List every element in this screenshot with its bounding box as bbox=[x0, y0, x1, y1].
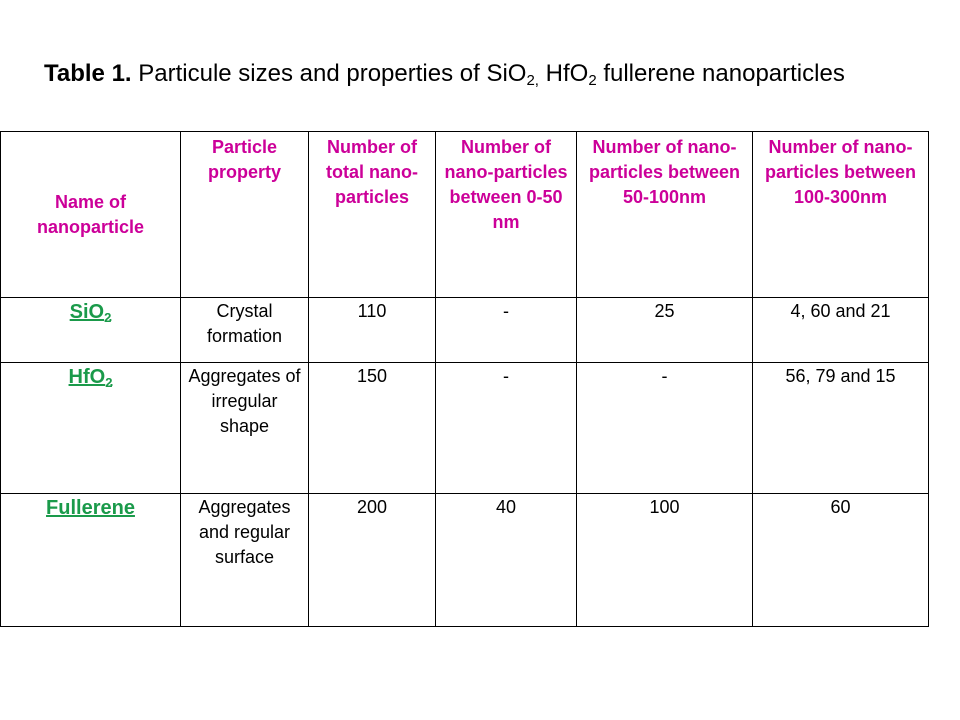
table-row bbox=[1, 363, 929, 494]
table-title-text-a: Particule sizes and properties of SiO bbox=[131, 60, 527, 87]
cell-100-300: 56, 79 and 15 bbox=[753, 363, 929, 494]
cell-0-50: 40 bbox=[436, 494, 577, 627]
nanoparticle-link-fullerene[interactable] bbox=[46, 497, 135, 519]
name-text: Fullerene bbox=[46, 497, 135, 519]
cell-name bbox=[1, 494, 181, 627]
table-title-sub-a: 2, bbox=[526, 72, 539, 89]
nanoparticle-table bbox=[0, 131, 929, 627]
header-50-100: Number of nano-particles between 50-100nm bbox=[577, 132, 753, 298]
cell-50-100: - bbox=[577, 363, 753, 494]
name-text: HfO bbox=[68, 366, 106, 388]
name-subscript: 2 bbox=[104, 310, 112, 325]
table-row bbox=[1, 494, 929, 627]
cell-100-300: 60 bbox=[753, 494, 929, 627]
header-name: Name of nanoparticle bbox=[1, 132, 181, 298]
cell-name bbox=[1, 363, 181, 494]
name-subscript: 2 bbox=[105, 375, 113, 390]
cell-property: Aggregates and regular surface bbox=[181, 494, 309, 627]
cell-total: 200 bbox=[309, 494, 436, 627]
cell-name bbox=[1, 298, 181, 363]
nanoparticle-link-sio2[interactable] bbox=[70, 301, 112, 323]
table-title-text-b: HfO bbox=[538, 60, 589, 87]
header-100-300: Number of nano-particles between 100-300nm bbox=[753, 132, 929, 298]
table-title bbox=[44, 58, 924, 90]
header-property: Particle property bbox=[181, 132, 309, 298]
cell-property: Aggregates of irregular shape bbox=[181, 363, 309, 494]
table-row bbox=[1, 298, 929, 363]
cell-100-300: 4, 60 and 21 bbox=[753, 298, 929, 363]
table-title-sub-b: 2 bbox=[588, 72, 597, 89]
header-total: Number of total nano-particles bbox=[309, 132, 436, 298]
cell-property: Crystal formation bbox=[181, 298, 309, 363]
cell-0-50: - bbox=[436, 298, 577, 363]
cell-50-100: 25 bbox=[577, 298, 753, 363]
cell-0-50: - bbox=[436, 363, 577, 494]
table-header-row bbox=[1, 132, 929, 298]
header-0-50: Number of nano-particles between 0-50 nm bbox=[436, 132, 577, 298]
name-text: SiO bbox=[69, 301, 105, 323]
table-title-text-c: fullerene nanoparticles bbox=[596, 60, 845, 87]
table-title-prefix: Table 1. bbox=[44, 60, 132, 87]
nanoparticle-link-hfo2[interactable] bbox=[69, 366, 113, 388]
cell-50-100: 100 bbox=[577, 494, 753, 627]
cell-total: 110 bbox=[309, 298, 436, 363]
cell-total: 150 bbox=[309, 363, 436, 494]
